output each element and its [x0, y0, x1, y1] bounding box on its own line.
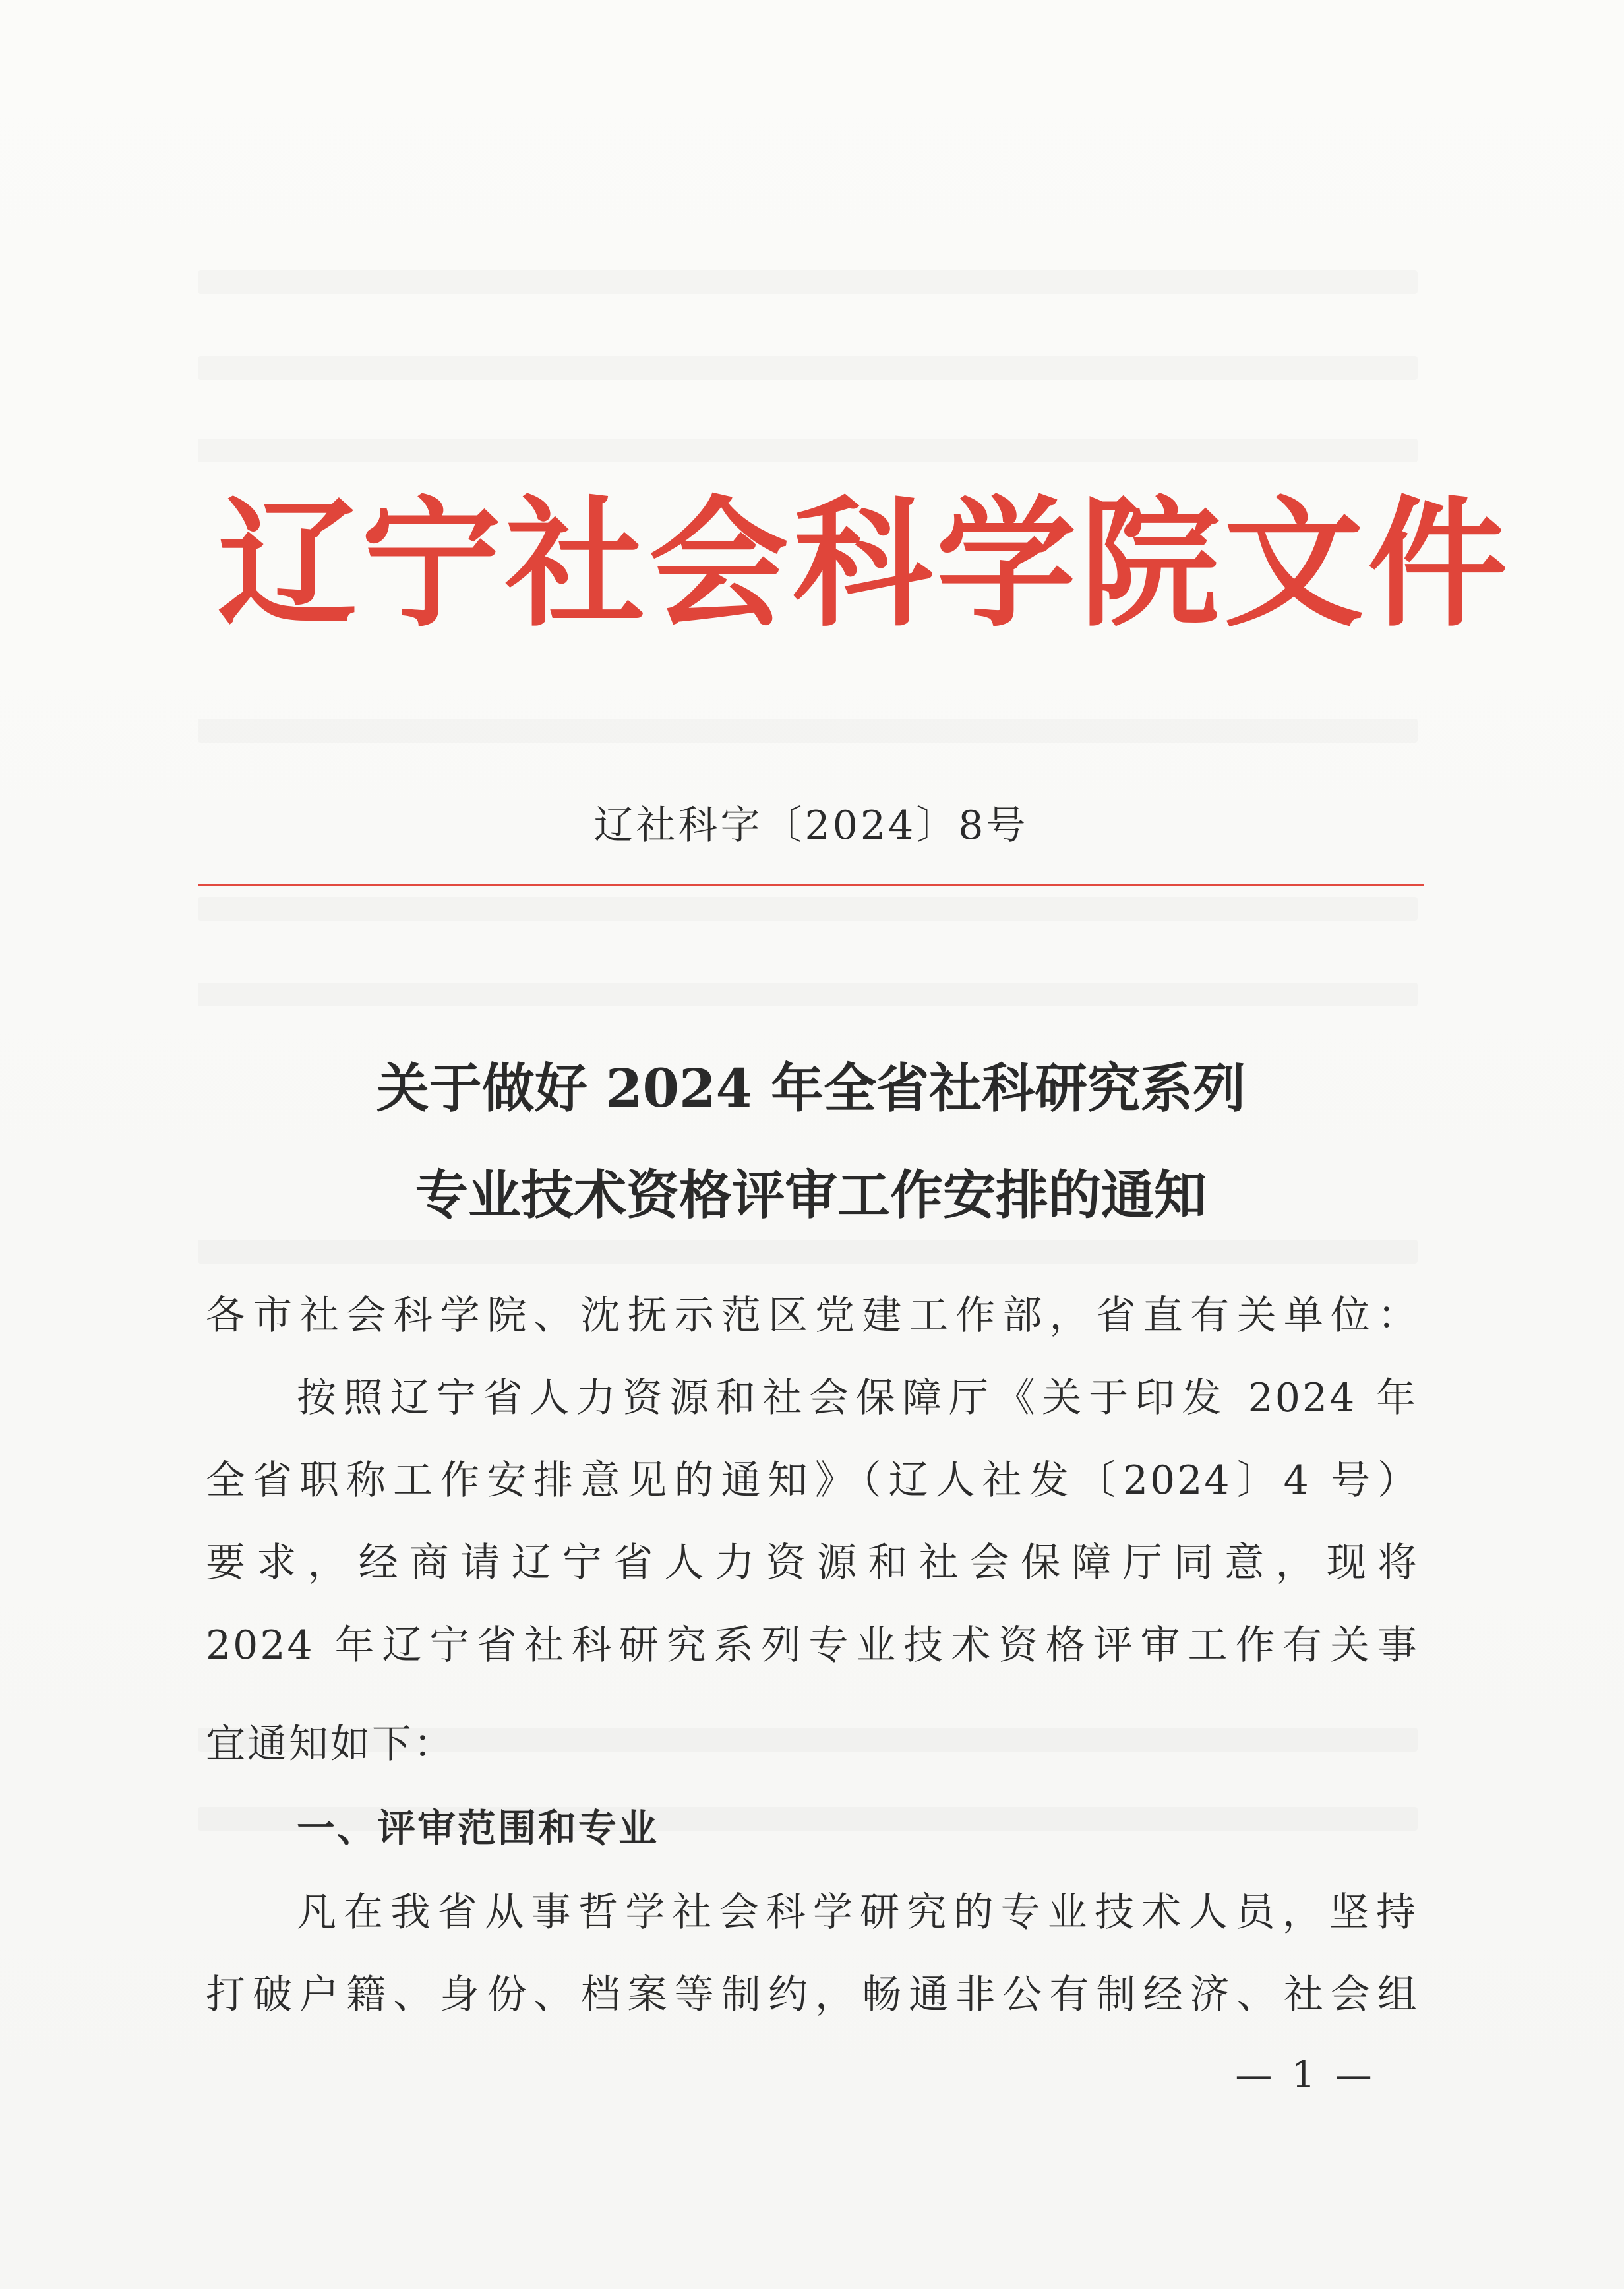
red-divider-line [198, 884, 1424, 886]
page-number: — 1 — [1235, 2054, 1376, 2096]
notice-title-line-1: 关于做好 2024 年全省社科研究系列 [376, 1057, 1246, 1119]
paragraph-line: 要求，经商请辽宁省人力资源和社会保障厅同意，现将 [206, 1540, 1419, 1586]
notice-title-line-2: 专业技术资格评审工作安排的通知 [415, 1164, 1207, 1226]
show-through-line [198, 897, 1418, 921]
document-number: 辽社科字〔2024〕8号 [593, 803, 1029, 849]
paragraph-line: 宜通知如下： [206, 1721, 455, 1767]
section-heading: 一、评审范围和专业 [297, 1806, 659, 1850]
paragraph-line: 全省职称工作安排意见的通知》（辽人社发〔2024〕4 号） [206, 1457, 1419, 1504]
paragraph-line: 按照辽宁省人力资源和社会保障厅《关于印发 2024 年 [297, 1375, 1418, 1421]
document-header-title: 辽宁社会科学院文件 [218, 481, 1511, 646]
show-through-line [198, 439, 1418, 462]
show-through-line [198, 983, 1418, 1006]
show-through-line [198, 1240, 1418, 1264]
salutation: 各市社会科学院、沈抚示范区党建工作部，省直有关单位： [206, 1293, 1419, 1339]
show-through-line [198, 270, 1418, 294]
show-through-line [198, 719, 1418, 743]
paragraph-line: 凡在我省从事哲学社会科学研究的专业技术人员，坚持 [297, 1889, 1418, 1936]
show-through-line [198, 356, 1418, 380]
paragraph-line: 2024 年辽宁省社科研究系列专业技术资格评审工作有关事 [206, 1622, 1419, 1668]
paragraph-line: 打破户籍、身份、档案等制约，畅通非公有制经济、社会组 [206, 1972, 1419, 2018]
